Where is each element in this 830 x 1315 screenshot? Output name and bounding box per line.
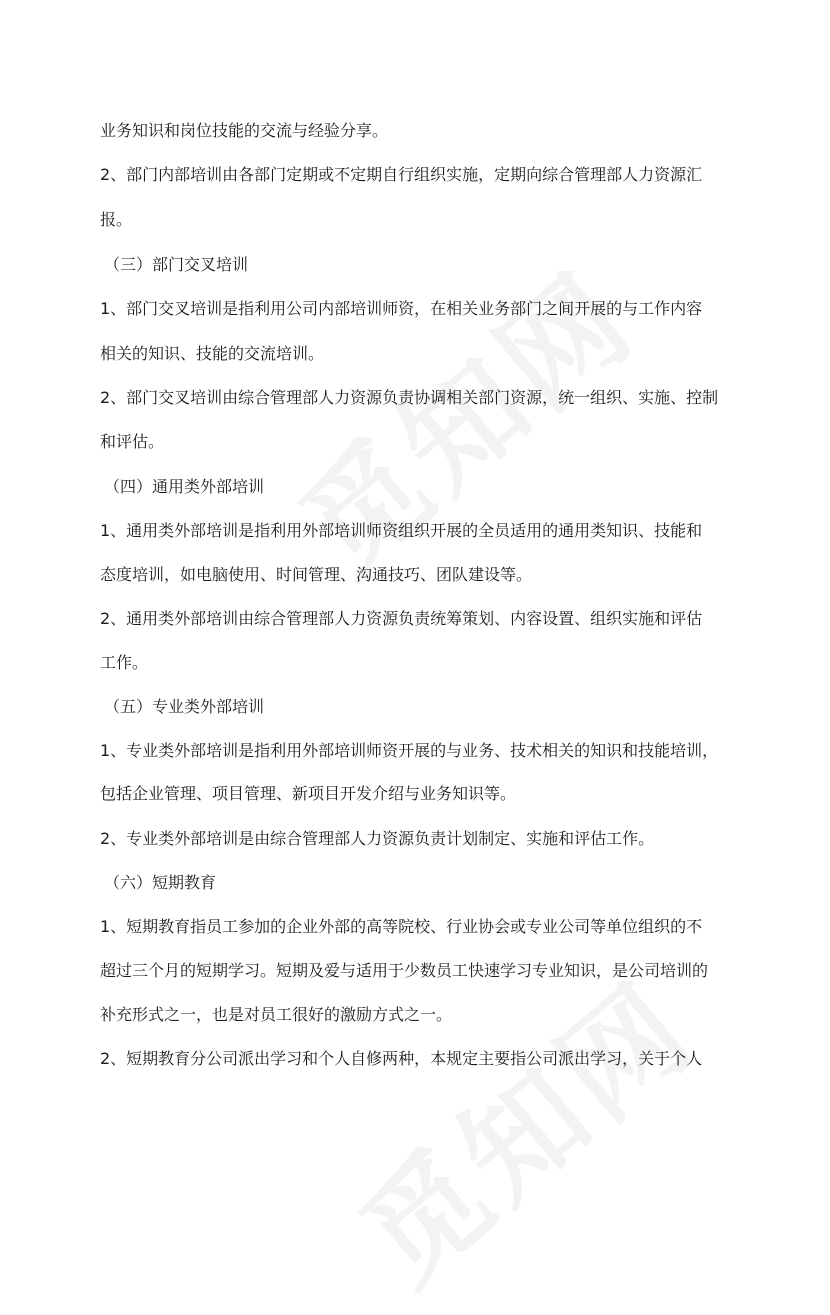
section-heading: （四）通用类外部培训 (104, 477, 265, 496)
section-heading: （三）部门交叉培训 (104, 255, 249, 274)
paragraph-line: 业务知识和岗位技能的交流与经验分享。 (100, 121, 389, 140)
paragraph-line: 1、短期教育指员工参加的企业外部的高等院校、行业协会或专业公司等单位组织的不 (100, 917, 703, 936)
paragraph-line: 态度培训，如电脑使用、时间管理、沟通技巧、团队建设等。 (100, 565, 533, 584)
paragraph-line: 超过三个月的短期学习。短期及爱与适用于少数员工快速学习专业知识，是公司培训的 (100, 961, 709, 980)
paragraph-line: 相关的知识、技能的交流培训。 (100, 344, 325, 363)
paragraph-line: 包括企业管理、项目管理、新项目开发介绍与业务知识等。 (100, 784, 517, 803)
paragraph-line: 2、部门交叉培训由综合管理部人力资源负责协调相关部门资源，统一组织、实施、控制 (100, 388, 719, 407)
paragraph-line: 2、部门内部培训由各部门定期或不定期自行组织实施，定期向综合管理部人力资源汇 (100, 165, 703, 184)
section-heading: （五）专业类外部培训 (104, 697, 265, 716)
paragraph-line: 和评估。 (100, 432, 165, 451)
section-heading: （六）短期教育 (104, 873, 217, 892)
paragraph-line: 1、通用类外部培训是指利用外部培训师资组织开展的全员适用的通用类知识、技能和 (100, 521, 703, 540)
watermark (320, 937, 725, 1315)
paragraph-line: 2、短期教育分公司派出学习和个人自修两种，本规定主要指公司派出学习，关于个人 (100, 1049, 703, 1068)
paragraph-line: 工作。 (100, 653, 149, 672)
paragraph-line: 1、部门交叉培训是指利用公司内部培训师资，在相关业务部门之间开展的与工作内容 (100, 299, 703, 318)
paragraph-line: 报。 (100, 210, 133, 229)
paragraph-line: 2、专业类外部培训是由综合管理部人力资源负责计划制定、实施和评估工作。 (100, 829, 655, 848)
watermark (260, 227, 665, 606)
paragraph-line: 补充形式之一，也是对员工很好的激励方式之一。 (100, 1005, 453, 1024)
paragraph-line: 1、专业类外部培训是指利用外部培训师资开展的与业务、技术相关的知识和技能培训， (100, 741, 719, 760)
paragraph-line: 2、通用类外部培训由综合管理部人力资源负责统筹策划、内容设置、组织实施和评估 (100, 609, 703, 628)
